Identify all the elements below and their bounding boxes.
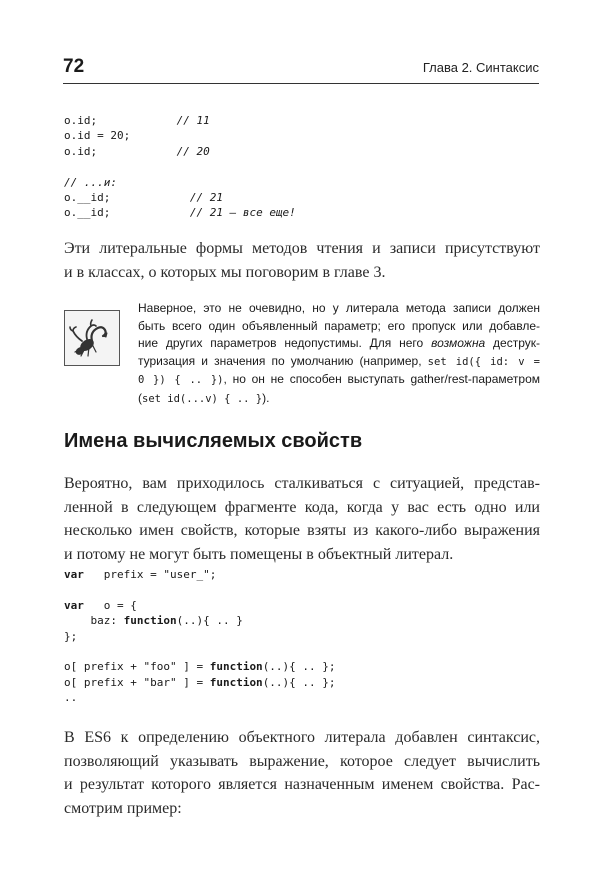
paragraph-property-names bbox=[64, 472, 540, 566]
code-keyword: var bbox=[64, 598, 84, 612]
code-text: o = { bbox=[83, 598, 137, 612]
code-comment: // 20 bbox=[176, 144, 210, 158]
code-block-getters bbox=[64, 113, 296, 221]
note-fragment: ние других параметров недопустимы. Для него bbox=[138, 336, 432, 350]
note-fragment: , но он не способен выступать gather/rest-параметром bbox=[223, 372, 541, 386]
code-text: o.__id; bbox=[64, 206, 111, 220]
code-keyword: function bbox=[209, 660, 263, 674]
note-fragment: возможна bbox=[431, 336, 486, 350]
warning-note bbox=[64, 300, 540, 412]
code-line bbox=[64, 598, 336, 613]
note-fragment: быть всего один объявленный параметр; его пропуск или добавле- bbox=[138, 318, 540, 333]
code-text: o.id; bbox=[64, 144, 98, 158]
code-comment: // 11 bbox=[176, 114, 210, 127]
section-heading: Имена вычисляемых свойств bbox=[64, 430, 363, 452]
code-text: (..){ .. } bbox=[176, 614, 243, 628]
page-header bbox=[63, 56, 539, 84]
code-line bbox=[64, 175, 296, 190]
text-line: смотрим пример: bbox=[64, 799, 182, 817]
text-line: и потому не могут быть помещены в объектный литерал. bbox=[64, 545, 454, 563]
code-text: o[ prefix + "bar" ] = bbox=[64, 675, 210, 689]
code-text: }; bbox=[64, 629, 78, 643]
paragraph-getters-in-classes bbox=[64, 237, 540, 284]
code-line bbox=[64, 582, 336, 597]
code-comment: // ...и: bbox=[64, 175, 117, 189]
note-fragment: туризация и значения по умолчанию (например, bbox=[138, 353, 428, 368]
code-block-prefix bbox=[64, 567, 336, 706]
inline-code: 0 }) { .. }) bbox=[138, 374, 224, 386]
text-line: и в классах, о которых мы поговорим в главе 3. bbox=[64, 263, 386, 281]
code-text: (..){ .. }; bbox=[262, 660, 336, 674]
code-text: baz: bbox=[64, 614, 124, 628]
code-text: (..){ .. }; bbox=[262, 675, 336, 689]
note-fragment: ( bbox=[138, 390, 142, 405]
code-text: .. bbox=[64, 691, 78, 705]
text-line: ленной в следующем фрагменте кода, когда у вас есть одно или bbox=[64, 498, 540, 516]
code-line bbox=[64, 159, 296, 174]
code-line bbox=[64, 567, 336, 582]
code-line bbox=[64, 144, 296, 159]
text-line: В ES6 к определению объектного литерала добавлен синтаксис, bbox=[64, 729, 540, 746]
paragraph-es6-syntax bbox=[64, 726, 540, 820]
note-fragment: деструк- bbox=[485, 336, 541, 350]
note-line bbox=[138, 390, 540, 409]
note-text bbox=[138, 300, 540, 408]
text-line: и результат которого является назначенным именем свойства. Рас- bbox=[64, 776, 540, 793]
code-comment: // 21 bbox=[189, 190, 223, 204]
code-line bbox=[64, 190, 296, 205]
code-keyword: function bbox=[123, 614, 177, 628]
code-line bbox=[64, 675, 336, 690]
code-line bbox=[64, 690, 336, 705]
code-comment: // 21 — все еще! bbox=[189, 206, 296, 220]
code-text: prefix = "user_"; bbox=[83, 568, 217, 581]
code-keyword: var bbox=[64, 568, 84, 581]
note-fragment: ). bbox=[262, 390, 270, 405]
text-line: несколько имен свойств, которые взяты из какого-либо выражения bbox=[64, 522, 540, 539]
scorpion-icon bbox=[64, 310, 120, 366]
note-line bbox=[138, 300, 540, 318]
note-line bbox=[138, 353, 540, 372]
code-line bbox=[64, 629, 336, 644]
text-line: Вероятно, вам приходилось сталкиваться с ситуацией, представ- bbox=[64, 475, 540, 492]
inline-code: set id(...v) { .. } bbox=[142, 392, 263, 405]
note-line bbox=[138, 335, 540, 353]
code-line bbox=[64, 613, 336, 628]
note-line bbox=[138, 371, 540, 390]
code-line bbox=[64, 113, 296, 128]
code-text: o.__id; bbox=[64, 190, 111, 204]
code-keyword: function bbox=[209, 675, 263, 689]
note-line bbox=[138, 318, 540, 336]
code-text: o[ prefix + "foo" ] = bbox=[64, 660, 210, 674]
code-text: o.id; bbox=[64, 114, 98, 127]
code-line bbox=[64, 205, 296, 220]
note-fragment: Наверное, это не очевидно, но у литерала метода записи должен bbox=[138, 301, 540, 315]
page-number: 72 bbox=[63, 56, 85, 77]
inline-code: set id({ id: v = bbox=[427, 355, 540, 368]
code-line bbox=[64, 128, 296, 143]
code-line bbox=[64, 644, 336, 659]
text-line: Эти литеральные формы методов чтения и записи присутствуют bbox=[64, 240, 540, 257]
chapter-title: Глава 2. Синтаксис bbox=[422, 60, 539, 75]
text-line: позволяющий указывать выражение, которое следует вычислить bbox=[64, 752, 540, 770]
code-line bbox=[64, 659, 336, 674]
code-text: o.id = 20; bbox=[64, 129, 131, 143]
